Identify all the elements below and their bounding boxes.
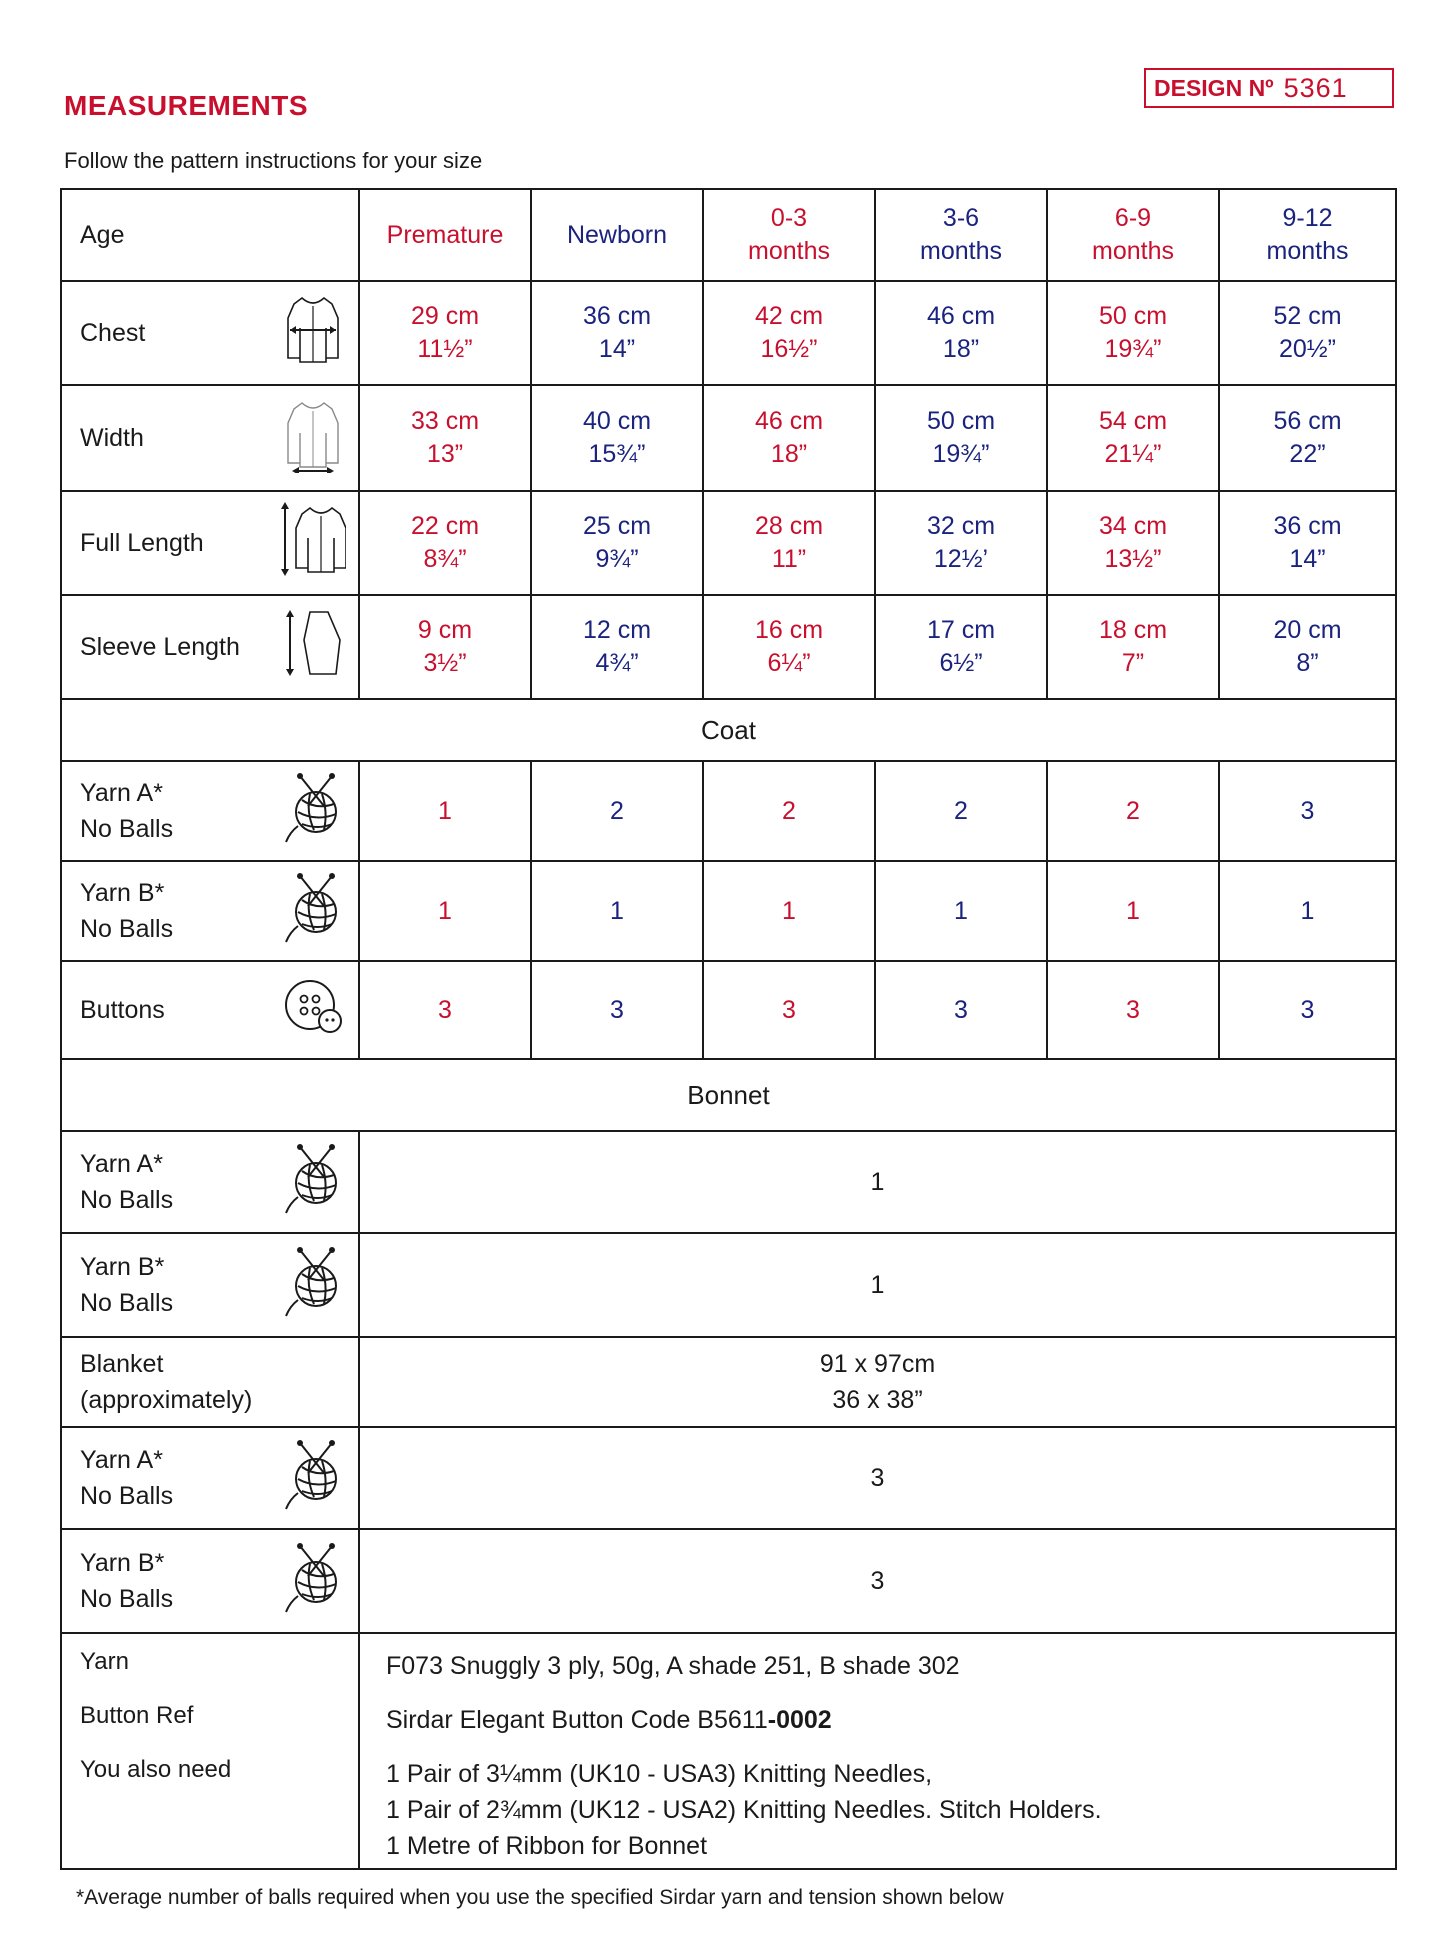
materials-row [61,1633,1396,1869]
yarn-ball-icon [280,1137,346,1227]
blanket-yarn-b-label [61,1529,359,1633]
full-length-value: 34 cm 13½” [1047,491,1219,595]
full-length-value: 36 cm 14” [1219,491,1396,595]
bonnet-heading: Bonnet [61,1059,1396,1131]
coat-buttons-value: 3 [1219,961,1396,1059]
yarn-ball-icon [280,1240,346,1320]
width-row [61,385,1396,491]
bonnet-yarn-a-row [61,1131,1396,1233]
sleeve-length-value: 9 cm 3½” [359,595,531,699]
width-value: 54 cm 21¼” [1047,385,1219,491]
bonnet-yarn-a-value: 1 [359,1131,1396,1233]
design-label: DESIGN Nº [1154,74,1274,101]
coat-yarn-b-value: 1 [359,861,531,961]
full-length-value: 28 cm 11” [703,491,875,595]
coat-yarn-a-value: 2 [703,761,875,861]
coat-buttons-label [61,961,359,1059]
coat-yarn-b-value: 1 [1047,861,1219,961]
sleeve-length-row [61,595,1396,699]
garment-length-icon [280,498,346,578]
sleeve-length-icon [280,602,346,682]
blanket-yarn-a-value: 3 [359,1427,1396,1529]
also-need-label: You also need [80,1756,232,1783]
sleeve-length-value: 16 cm 6¼” [703,595,875,699]
coat-yarn-a-label-text: Yarn A* No Balls [80,779,174,843]
age-label [61,189,359,281]
full-length-value: 32 cm 12½’ [875,491,1047,595]
yarn-ball-icon [280,1240,346,1330]
chest-value: 29 cm 11½” [359,281,531,385]
chest-value: 36 cm 14” [531,281,703,385]
full-length-value: 25 cm 9¾” [531,491,703,595]
bonnet-yarn-a-label [61,1131,359,1233]
size-header: Newborn [531,189,703,281]
size-header: 3-6 months [875,189,1047,281]
button-ref-suffix: -0002 [767,1706,832,1734]
blanket-size-label-text: Blanket (approximately) [80,1350,253,1414]
blanket-size-label [61,1337,359,1427]
blanket-yarn-a-label-text: Yarn A* No Balls [80,1446,174,1510]
coat-heading: Coat [61,699,1396,761]
width-value: 40 cm 15¾” [531,385,703,491]
garment-chest-icon [280,288,346,368]
chest-label-text: Chest [80,319,146,347]
coat-yarn-b-label [61,861,359,961]
materials-values [359,1633,1396,1869]
materials-labels [61,1633,359,1869]
measurements-table [60,188,1397,1870]
coat-buttons-value: 3 [359,961,531,1059]
also-need-item: 1 Pair of 3¼mm (UK10 - USA3) Knitting Needles, [386,1760,933,1788]
yarn-ball-icon [280,1433,346,1513]
sleeve-length-label [61,595,359,699]
yarn-ball-icon [280,1536,346,1616]
blanket-yarn-a-label [61,1427,359,1529]
coat-yarn-a-value: 2 [1047,761,1219,861]
sleeve-length-label-text: Sleeve Length [80,633,240,661]
sleeve-length-value: 12 cm 4¾” [531,595,703,699]
bonnet-yarn-b-row [61,1233,1396,1337]
full-length-value: 22 cm 8¾” [359,491,531,595]
full-length-label [61,491,359,595]
chest-value: 46 cm 18” [875,281,1047,385]
coat-yarn-b-value: 1 [875,861,1047,961]
button-ref-label: Button Ref [80,1702,194,1729]
width-value: 46 cm 18” [703,385,875,491]
bonnet-yarn-b-label [61,1233,359,1337]
size-header: 0-3 months [703,189,875,281]
coat-yarn-b-value: 1 [703,861,875,961]
blanket-yarn-b-row [61,1529,1396,1633]
coat-yarn-b-label-text: Yarn B* No Balls [80,879,174,943]
coat-yarn-a-value: 1 [359,761,531,861]
garment-length-icon [280,498,346,588]
garment-width-icon [280,393,346,473]
age-row [61,189,1396,281]
coat-yarn-a-value: 2 [531,761,703,861]
design-number-badge [1144,68,1394,108]
chest-value: 42 cm 16½” [703,281,875,385]
bonnet-yarn-a-label-text: Yarn A* No Balls [80,1150,174,1214]
age-label-text: Age [80,221,125,249]
blanket-yarn-a-row [61,1427,1396,1529]
yarn-ball-icon [280,866,346,946]
coat-yarn-b-row [61,861,1396,961]
sleeve-length-value: 17 cm 6½” [875,595,1047,699]
width-value: 50 cm 19¾” [875,385,1047,491]
coat-yarn-b-value: 1 [531,861,703,961]
garment-width-icon [280,393,346,483]
coat-heading-row [61,699,1396,761]
bonnet-heading-row [61,1059,1396,1131]
chest-label [61,281,359,385]
blanket-yarn-b-value: 3 [359,1529,1396,1633]
garment-chest-icon [280,288,346,378]
bonnet-yarn-b-label-text: Yarn B* No Balls [80,1253,174,1317]
yarn-ball-icon [280,866,346,956]
width-value: 56 cm 22” [1219,385,1396,491]
yarn-ball-icon [280,766,346,846]
full-length-label-text: Full Length [80,529,204,557]
coat-buttons-value: 3 [531,961,703,1059]
blanket-yarn-b-label-text: Yarn B* No Balls [80,1549,174,1613]
yarn-label: Yarn [80,1648,129,1675]
coat-yarn-a-value: 3 [1219,761,1396,861]
sleeve-length-value: 20 cm 8” [1219,595,1396,699]
blanket-size-value: 91 x 97cm 36 x 38” [359,1337,1396,1427]
yarn-ball-icon [280,1137,346,1217]
coat-buttons-row [61,961,1396,1059]
coat-buttons-label-text: Buttons [80,996,165,1024]
chest-value: 52 cm 20½” [1219,281,1396,385]
also-need-item: 1 Metre of Ribbon for Bonnet [386,1832,708,1860]
page-title: MEASUREMENTS [64,90,309,121]
width-label-text: Width [80,424,144,452]
also-need-item: 1 Pair of 2¾mm (UK12 - USA2) Knitting Needles. Stitch Holders. [386,1796,1102,1824]
blanket-size-row [61,1337,1396,1427]
chest-value: 50 cm 19¾” [1047,281,1219,385]
coat-buttons-value: 3 [703,961,875,1059]
chest-row [61,281,1396,385]
button-icon [280,965,346,1055]
sleeve-length-icon [280,602,346,692]
width-label [61,385,359,491]
footnote: *Average number of balls required when you use the specified Sirdar yarn and tension shown below [76,1886,1004,1909]
coat-yarn-a-row [61,761,1396,861]
instructions-subtitle: Follow the pattern instructions for your size [64,148,483,173]
yarn-ball-icon [280,1433,346,1523]
coat-yarn-a-value: 2 [875,761,1047,861]
bonnet-yarn-b-value: 1 [359,1233,1396,1337]
yarn-value: F073 Snuggly 3 ply, 50g, A shade 251, B shade 302 [386,1652,960,1680]
size-header: Premature [359,189,531,281]
width-value: 33 cm 13” [359,385,531,491]
size-header: 6-9 months [1047,189,1219,281]
sleeve-length-value: 18 cm 7” [1047,595,1219,699]
size-header: 9-12 months [1219,189,1396,281]
design-number: 5361 [1283,72,1348,103]
coat-buttons-value: 3 [1047,961,1219,1059]
coat-buttons-value: 3 [875,961,1047,1059]
button-ref-value: Sirdar Elegant Button Code B5611-0002 [386,1706,832,1734]
yarn-ball-icon [280,1536,346,1626]
full-length-row [61,491,1396,595]
button-icon [280,965,346,1045]
coat-yarn-a-label [61,761,359,861]
yarn-ball-icon [280,766,346,856]
coat-yarn-b-value: 1 [1219,861,1396,961]
